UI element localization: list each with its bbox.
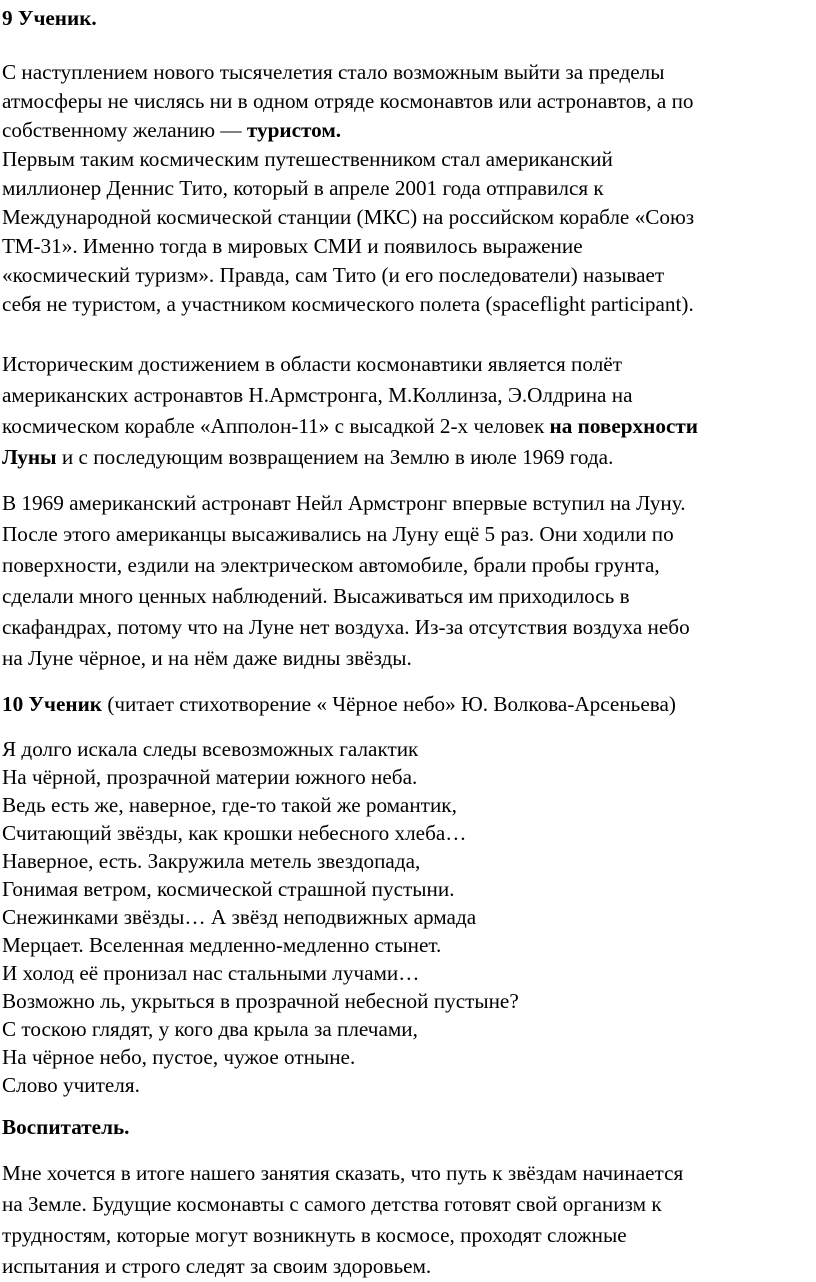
poem-line: Ведь есть же, наверное, где-то такой же романтик, [2, 793, 457, 817]
teacher-paragraph [2, 1158, 816, 1282]
poem-line: На чёрной, прозрачной материи южного неба. [2, 765, 418, 789]
text-line [2, 116, 816, 145]
bold-term-tourist: туристом. [246, 118, 342, 142]
text-line: После этого американцы высаживались на Луну ещё 5 раз. Они ходили по [2, 522, 674, 546]
poem-line: Снежинками звёзды… А звёзд неподвижных армада [2, 905, 477, 929]
text-line: поверхности, ездили на электрическом автомобиле, брали пробы грунта, [2, 553, 660, 577]
poem [2, 735, 816, 1099]
poem-line: И холод её пронизал нас стальными лучами… [2, 961, 420, 985]
text-line: атмосферы не числясь ни в одном отряде космонавтов или астронавтов, а по [2, 89, 694, 113]
text-line: Международной космической станции (МКС) на российском корабле «Союз [2, 205, 695, 229]
text-line: на Луне чёрное, и на нём даже видны звёзды. [2, 646, 412, 670]
text-line: Первым таким космическим путешественником стал американский [2, 147, 613, 171]
poem-line: Наверное, есть. Закружила метель звездопада, [2, 849, 421, 873]
text-line: миллионер Деннис Тито, который в апреле 2001 года отправился к [2, 176, 604, 200]
text-fragment: собственному желанию — [2, 118, 247, 142]
section-10-heading [2, 689, 816, 720]
text-line: С наступлением нового тысячелетия стало возможным выйти за пределы [2, 60, 665, 84]
text-line: ТМ-31». Именно тогда в мировых СМИ и появилось выражение [2, 234, 583, 258]
text-line: американских астронавтов Н.Армстронга, М.Коллинза, Э.Олдрина на [2, 383, 633, 407]
text-line: испытания и строго следят за своим здоровьем. [2, 1254, 432, 1278]
poem-line: Слово учителя. [2, 1073, 140, 1097]
text-line: «космический туризм». Правда, сам Тито (и его последователи) называет [2, 263, 665, 287]
section-10-heading-rest: (читает стихотворение « Чёрное небо» Ю. Волкова-Арсеньева) [102, 692, 676, 716]
poem-line: Считающий звёзды, как крошки небесного хлеба… [2, 821, 467, 845]
poem-line: Мерцает. Вселенная медленно-медленно стынет. [2, 933, 442, 957]
bold-term-moon: Луны [2, 445, 57, 469]
text-fragment: космическом корабле «Апполон-11» с высадкой 2-х человек [2, 414, 550, 438]
section-10-heading-bold: 10 Ученик [2, 692, 103, 716]
poem-line: Гонимая ветром, космической страшной пустыни. [2, 877, 455, 901]
text-line [2, 411, 816, 442]
poem-line: Я долго искала следы всевозможных галактик [2, 737, 419, 761]
text-line: Историческим достижением в области космонавтики является полёт [2, 352, 622, 376]
text-line: скафандрах, потому что на Луне нет воздуха. Из-за отсутствия воздуха небо [2, 615, 690, 639]
poem-line: Возможно ль, укрыться в прозрачной небесной пустыне? [2, 989, 519, 1013]
text-fragment: и с последующим возвращением на Землю в июле 1969 года. [56, 445, 614, 469]
poem-line: На чёрное небо, пустое, чужое отныне. [2, 1045, 356, 1069]
text-line [2, 442, 816, 473]
text-line: себя не туристом, а участником космического полета (spaceflight participant). [2, 292, 694, 316]
text-line: Мне хочется в итоге нашего занятия сказать, что путь к звёздам начинается [2, 1161, 684, 1185]
text-line: В 1969 американский астронавт Нейл Армстронг впервые вступил на Луну. [2, 491, 686, 515]
bold-term-moon-surface: на поверхности [549, 414, 698, 438]
section-9-paragraph-2 [2, 349, 816, 473]
teacher-heading: Воспитатель. [2, 1115, 130, 1139]
poem-line: С тоскою глядят, у кого два крыла за плечами, [2, 1017, 418, 1041]
text-line: сделали много ценных наблюдений. Высаживаться им приходилось в [2, 584, 630, 608]
section-9-heading: 9 Ученик. [2, 6, 97, 30]
text-line: трудностям, которые могут возникнуть в космосе, проходят сложные [2, 1223, 627, 1247]
section-9-paragraph-3 [2, 488, 816, 674]
section-9-paragraph-1 [2, 58, 816, 319]
text-line: на Земле. Будущие космонавты с самого детства готовят свой организм к [2, 1192, 662, 1216]
